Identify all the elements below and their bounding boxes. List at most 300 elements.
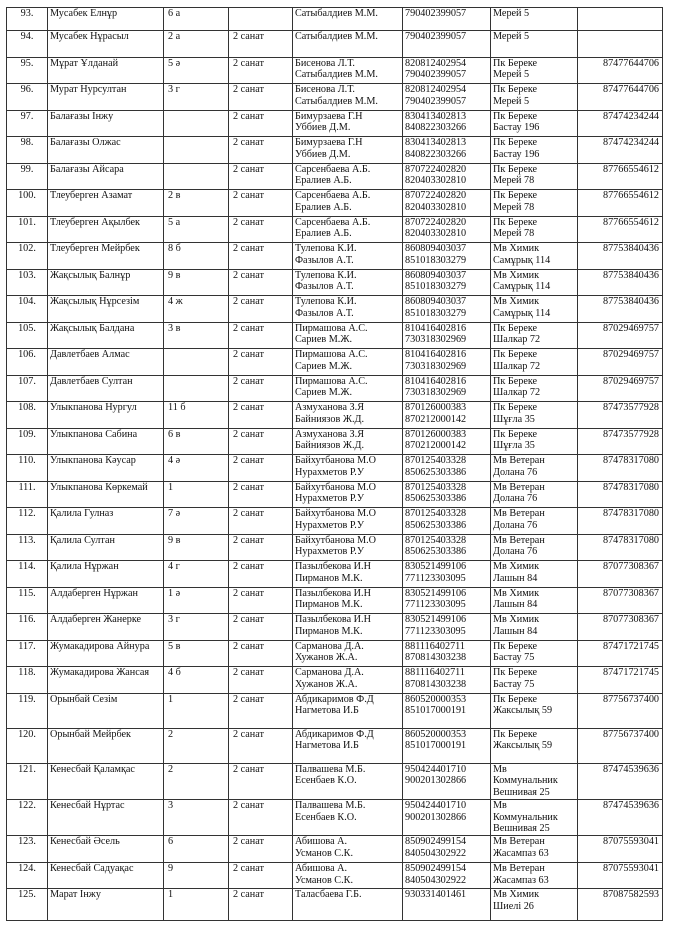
parents-line: Есенбаев К.О. xyxy=(295,811,357,823)
address xyxy=(491,481,578,508)
row-number: 115. xyxy=(7,587,48,614)
student-name: Алдаберген Жанерке xyxy=(48,614,164,641)
parents-line: Тулепова К.И. xyxy=(295,296,357,307)
phone: 87753840436 xyxy=(578,269,663,296)
iin xyxy=(403,110,491,137)
iin xyxy=(403,216,491,243)
parents xyxy=(293,799,403,835)
category: 2 санат xyxy=(229,614,293,641)
phone: 87477644706 xyxy=(578,84,663,111)
table-row xyxy=(7,57,663,84)
iin-line: 930331401461 xyxy=(405,889,467,901)
parents-line: Пирмашова А.С. xyxy=(295,349,368,360)
parents xyxy=(293,269,403,296)
student-name: Қалила Султан xyxy=(48,534,164,561)
parents xyxy=(293,481,403,508)
category: 2 санат xyxy=(229,862,293,889)
address xyxy=(491,862,578,889)
grade: 6 в xyxy=(164,428,229,455)
phone: 87077308367 xyxy=(578,614,663,641)
grade: 3 г xyxy=(164,84,229,111)
parents xyxy=(293,349,403,376)
address-line: Вешнивая 25 xyxy=(493,823,550,835)
parents-line: Нурахметов Р.У xyxy=(295,466,365,478)
address-line: Мв Химик xyxy=(493,243,540,254)
row-number: 101. xyxy=(7,216,48,243)
address-line: Долана 76 xyxy=(493,493,538,505)
address-line: Пк Береке xyxy=(493,728,538,740)
parents-line: Палвашева М.Б. xyxy=(295,799,366,811)
category: 2 санат xyxy=(229,269,293,296)
student-name: Орынбай Сезім xyxy=(48,693,164,728)
iin-line: 881116402711 xyxy=(405,640,465,652)
iin-line: 840822303266 xyxy=(405,122,467,134)
parents xyxy=(293,561,403,588)
address-line: Вешнивая 25 xyxy=(493,787,550,799)
address-line: Лашын 84 xyxy=(493,625,538,637)
parents-line: Усманов С.К. xyxy=(295,874,353,886)
parents xyxy=(293,614,403,641)
address-line: Пк Береке xyxy=(493,190,538,201)
iin-line: 730318302969 xyxy=(405,334,467,346)
iin xyxy=(403,836,491,863)
parents-line: Абдикаримов Ф.Д xyxy=(295,693,374,705)
phone: 87075593041 xyxy=(578,836,663,863)
parents xyxy=(293,640,403,667)
parents-line: Азмуханова З.Я xyxy=(295,428,364,440)
address xyxy=(491,163,578,190)
parents-line: Ералиев А.Б. xyxy=(295,228,352,240)
row-number: 120. xyxy=(7,728,48,763)
category: 2 санат xyxy=(229,402,293,429)
category: 2 санат xyxy=(229,163,293,190)
category: 2 санат xyxy=(229,243,293,270)
parents xyxy=(293,455,403,482)
parents-line: Сатыбалдиев М.М. xyxy=(295,95,378,107)
table-row xyxy=(7,836,663,863)
student-name: Алдаберген Нұржан xyxy=(48,587,164,614)
address-line: Пк Береке xyxy=(493,667,538,678)
address-line: Долана 76 xyxy=(493,519,538,531)
parents xyxy=(293,110,403,137)
parents-line: Сариев М.Ж. xyxy=(295,387,353,399)
grade: 5 а xyxy=(164,216,229,243)
iin-line: 860809403037 xyxy=(405,243,467,254)
address-line: Пк Береке xyxy=(493,163,538,175)
table-row xyxy=(7,889,663,921)
address xyxy=(491,763,578,799)
address xyxy=(491,455,578,482)
student-name: Мусабек Елнұр xyxy=(48,8,164,31)
iin-line: 850625303386 xyxy=(405,519,467,531)
iin xyxy=(403,728,491,763)
parents-line: Есенбаев К.О. xyxy=(295,775,357,787)
row-number: 106. xyxy=(7,349,48,376)
address xyxy=(491,322,578,349)
row-number: 114. xyxy=(7,561,48,588)
row-number: 117. xyxy=(7,640,48,667)
category: 2 санат xyxy=(229,322,293,349)
table-row xyxy=(7,190,663,217)
grade: 7 ә xyxy=(164,508,229,535)
address-line: Пк Береке xyxy=(493,137,538,148)
parents xyxy=(293,693,403,728)
table-row xyxy=(7,322,663,349)
phone: 87029469757 xyxy=(578,375,663,402)
iin-line: 860809403037 xyxy=(405,269,467,281)
address xyxy=(491,561,578,588)
iin-line: 870125403328 xyxy=(405,455,467,466)
address-line: Мв Химик xyxy=(493,561,540,572)
parents-line: Сатыбалдиев М.М. xyxy=(295,31,378,42)
iin-line: 810416402816 xyxy=(405,375,467,387)
address-line: Шұғла 35 xyxy=(493,440,535,452)
parents-line: Бисенова Л.Т. xyxy=(295,57,355,69)
category: 2 санат xyxy=(229,31,293,58)
grade: 3 в xyxy=(164,322,229,349)
category: 2 санат xyxy=(229,216,293,243)
iin-line: 900201302866 xyxy=(405,775,467,787)
parents xyxy=(293,137,403,164)
phone: 87077308367 xyxy=(578,587,663,614)
table-row xyxy=(7,693,663,728)
iin-line: 790402399057 xyxy=(405,95,467,107)
row-number: 98. xyxy=(7,137,48,164)
iin-line: 950424401710 xyxy=(405,799,467,811)
grade: 4 г xyxy=(164,561,229,588)
table-row xyxy=(7,402,663,429)
address xyxy=(491,799,578,835)
student-name: Кенесбай Әсель xyxy=(48,836,164,863)
address-line: Мерей 5 xyxy=(493,95,530,107)
table-row xyxy=(7,137,663,164)
iin xyxy=(403,57,491,84)
iin-line: 870722402820 xyxy=(405,190,467,201)
iin xyxy=(403,561,491,588)
grade: 9 в xyxy=(164,269,229,296)
student-name: Қалила Нұржан xyxy=(48,561,164,588)
parents-line: Байхутбанова М.О xyxy=(295,481,377,493)
category: 2 санат xyxy=(229,375,293,402)
parents-line: Таласбаева Г.Б. xyxy=(295,889,362,901)
student-name: Жумакадирова Жансая xyxy=(48,667,164,694)
parents-line: Нурахметов Р.У xyxy=(295,546,365,558)
student-table xyxy=(6,7,663,921)
parents-line: Пазылбекова И.Н xyxy=(295,561,371,572)
address-line: Мерей 5 xyxy=(493,8,530,19)
iin-line: 870722402820 xyxy=(405,216,467,228)
address-line: Лашын 84 xyxy=(493,572,538,584)
address xyxy=(491,534,578,561)
address-line: Коммунальник xyxy=(493,775,558,787)
iin-line: 730318302969 xyxy=(405,360,467,372)
category: 2 санат xyxy=(229,110,293,137)
address-line: Мерей 78 xyxy=(493,201,535,213)
address-line: Лашын 84 xyxy=(493,599,538,611)
iin-line: 830413402813 xyxy=(405,110,467,122)
grade xyxy=(164,137,229,164)
iin-line: 820403302810 xyxy=(405,228,467,240)
student-name: Мұрат Ұлданай xyxy=(48,57,164,84)
row-number: 104. xyxy=(7,296,48,323)
student-name: Қалила Гулназ xyxy=(48,508,164,535)
parents xyxy=(293,8,403,31)
category: 2 санат xyxy=(229,693,293,728)
address-line: Бастау 196 xyxy=(493,122,540,134)
address-line: Мв Ветеран xyxy=(493,836,545,848)
student-name: Улыкпанова Көркемай xyxy=(48,481,164,508)
address-line: Самұрық 114 xyxy=(493,254,551,266)
grade: 3 г xyxy=(164,614,229,641)
category: 2 санат xyxy=(229,561,293,588)
address xyxy=(491,137,578,164)
row-number: 107. xyxy=(7,375,48,402)
category: 2 санат xyxy=(229,799,293,835)
row-number: 94. xyxy=(7,31,48,58)
phone: 87766554612 xyxy=(578,163,663,190)
address-line: Мерей 5 xyxy=(493,69,530,81)
grade xyxy=(164,375,229,402)
row-number: 124. xyxy=(7,862,48,889)
parents-line: Нагметова И.Б xyxy=(295,705,359,717)
address xyxy=(491,269,578,296)
parents xyxy=(293,862,403,889)
student-name: Марат Інжу xyxy=(48,889,164,921)
parents-line: Пирманов М.К. xyxy=(295,625,363,637)
row-number: 93. xyxy=(7,8,48,31)
phone: 87478317080 xyxy=(578,481,663,508)
address xyxy=(491,243,578,270)
student-name: Улыкпанова Сабина xyxy=(48,428,164,455)
address-line: Жасампаз 63 xyxy=(493,874,549,886)
row-number: 111. xyxy=(7,481,48,508)
parents-line: Хужанов Ж.А. xyxy=(295,678,358,690)
table-row xyxy=(7,561,663,588)
parents-line: Байниязов Ж.Д. xyxy=(295,413,364,425)
parents xyxy=(293,728,403,763)
address-line: Мв xyxy=(493,799,507,811)
table-row xyxy=(7,640,663,667)
iin-line: 950424401710 xyxy=(405,763,467,775)
address-line: Пк Береке xyxy=(493,693,538,705)
row-number: 109. xyxy=(7,428,48,455)
parents-line: Сарсенбаева А.Б. xyxy=(295,163,371,175)
row-number: 113. xyxy=(7,534,48,561)
table-row xyxy=(7,614,663,641)
iin-line: 881116402711 xyxy=(405,667,465,678)
table-row xyxy=(7,455,663,482)
address-line: Мерей 5 xyxy=(493,31,530,42)
address-line: Мв Химик xyxy=(493,296,540,307)
address-line: Пк Береке xyxy=(493,428,538,440)
row-number: 110. xyxy=(7,455,48,482)
parents xyxy=(293,57,403,84)
iin-line: 790402399057 xyxy=(405,69,467,81)
category: 2 санат xyxy=(229,836,293,863)
student-name: Давлетбаев Алмас xyxy=(48,349,164,376)
category: 2 санат xyxy=(229,137,293,164)
parents-line: Нурахметов Р.У xyxy=(295,519,365,531)
address xyxy=(491,375,578,402)
iin-line: 730318302969 xyxy=(405,387,467,399)
address-line: Шалкар 72 xyxy=(493,360,541,372)
parents xyxy=(293,243,403,270)
iin-line: 820403302810 xyxy=(405,175,467,187)
grade: 5 в xyxy=(164,640,229,667)
grade: 2 xyxy=(164,763,229,799)
iin-line: 790402399057 xyxy=(405,8,467,19)
category: 2 санат xyxy=(229,428,293,455)
address-line: Шалкар 72 xyxy=(493,387,541,399)
row-number: 102. xyxy=(7,243,48,270)
address-line: Мв Химик xyxy=(493,889,540,901)
phone: 87478317080 xyxy=(578,534,663,561)
grade: 2 в xyxy=(164,190,229,217)
parents-line: Нагметова И.Б xyxy=(295,740,359,752)
parents-line: Фазылов А.Т. xyxy=(295,281,354,293)
address-line: Мв Ветеран xyxy=(493,455,545,466)
student-name: Улыкпанова Нургул xyxy=(48,402,164,429)
row-number: 99. xyxy=(7,163,48,190)
parents-line: Палвашева М.Б. xyxy=(295,763,366,775)
grade: 2 а xyxy=(164,31,229,58)
address-line: Бастау 75 xyxy=(493,652,535,664)
parents-line: Хужанов Ж.А. xyxy=(295,652,358,664)
parents xyxy=(293,667,403,694)
iin-line: 830413402813 xyxy=(405,137,467,148)
parents-line: Уббиев Д.М. xyxy=(295,122,351,134)
address-line: Мв Ветеран xyxy=(493,534,545,546)
grade: 6 xyxy=(164,836,229,863)
iin-line: 870126000383 xyxy=(405,402,467,413)
parents xyxy=(293,889,403,921)
iin-line: 870125403328 xyxy=(405,481,467,493)
parents-line: Байхутбанова М.О xyxy=(295,455,377,466)
iin xyxy=(403,428,491,455)
category: 2 санат xyxy=(229,763,293,799)
parents xyxy=(293,216,403,243)
student-name: Жақсылық Нұрсезім xyxy=(48,296,164,323)
grade: 1 xyxy=(164,481,229,508)
address xyxy=(491,693,578,728)
parents xyxy=(293,190,403,217)
address-line: Пк Береке xyxy=(493,110,538,122)
table-row xyxy=(7,163,663,190)
grade: 5 ә xyxy=(164,57,229,84)
iin xyxy=(403,243,491,270)
parents xyxy=(293,375,403,402)
address xyxy=(491,8,578,31)
address-line: Долана 76 xyxy=(493,466,538,478)
iin-line: 850625303386 xyxy=(405,466,467,478)
iin-line: 870125403328 xyxy=(405,508,467,519)
address-line: Пк Береке xyxy=(493,322,538,334)
iin xyxy=(403,322,491,349)
category: 2 санат xyxy=(229,481,293,508)
row-number: 122. xyxy=(7,799,48,835)
address-line: Самұрық 114 xyxy=(493,281,551,293)
address xyxy=(491,889,578,921)
iin xyxy=(403,889,491,921)
phone xyxy=(578,31,663,58)
address-line: Долана 76 xyxy=(493,546,538,558)
iin xyxy=(403,587,491,614)
student-name: Тлеуберген Мейрбек xyxy=(48,243,164,270)
address-line: Пк Береке xyxy=(493,216,538,228)
category: 2 санат xyxy=(229,587,293,614)
category: 2 санат xyxy=(229,728,293,763)
iin-line: 870212000142 xyxy=(405,413,467,425)
address-line: Самұрық 114 xyxy=(493,307,551,319)
address xyxy=(491,84,578,111)
phone: 87756737400 xyxy=(578,693,663,728)
parents-line: Тулепова К.И. xyxy=(295,243,357,254)
address xyxy=(491,110,578,137)
student-name: Кенесбай Қаламқас xyxy=(48,763,164,799)
iin-line: 870722402820 xyxy=(405,163,467,175)
table-row xyxy=(7,110,663,137)
iin-line: 850625303386 xyxy=(405,493,467,505)
student-name: Балағазы Інжу xyxy=(48,110,164,137)
address xyxy=(491,296,578,323)
table-row xyxy=(7,269,663,296)
address xyxy=(491,667,578,694)
address-line: Пк Береке xyxy=(493,640,538,652)
phone: 87766554612 xyxy=(578,216,663,243)
address-line: Пк Береке xyxy=(493,402,538,413)
iin xyxy=(403,349,491,376)
phone: 87471721745 xyxy=(578,667,663,694)
address xyxy=(491,57,578,84)
parents-line: Абишова А. xyxy=(295,862,348,874)
category: 2 санат xyxy=(229,349,293,376)
iin-line: 790402399057 xyxy=(405,31,467,42)
iin-line: 870212000142 xyxy=(405,440,467,452)
iin-line: 851017000191 xyxy=(405,740,467,752)
iin-line: 870125403328 xyxy=(405,534,467,546)
iin-line: 870814303238 xyxy=(405,652,467,664)
iin xyxy=(403,296,491,323)
table-row xyxy=(7,508,663,535)
table-row xyxy=(7,84,663,111)
parents-line: Бимурзаева Г.Н xyxy=(295,137,363,148)
category xyxy=(229,8,293,31)
phone: 87766554612 xyxy=(578,190,663,217)
parents xyxy=(293,763,403,799)
grade: 3 xyxy=(164,799,229,835)
iin xyxy=(403,163,491,190)
parents-line: Абишова А. xyxy=(295,836,348,848)
parents-line: Уббиев Д.М. xyxy=(295,148,351,160)
iin xyxy=(403,640,491,667)
parents-line: Сариев М.Ж. xyxy=(295,334,353,346)
row-number: 125. xyxy=(7,889,48,921)
phone: 87029469757 xyxy=(578,349,663,376)
student-name: Тлеуберген Азамат xyxy=(48,190,164,217)
parents-line: Усманов С.К. xyxy=(295,848,353,860)
iin-line: 851018303279 xyxy=(405,281,467,293)
grade: 8 б xyxy=(164,243,229,270)
parents-line: Ералиев А.Б. xyxy=(295,175,352,187)
address-line: Пк Береке xyxy=(493,375,538,387)
iin-line: 840504302922 xyxy=(405,874,467,886)
iin-line: 900201302866 xyxy=(405,811,467,823)
student-name: Жақсылық Балнұр xyxy=(48,269,164,296)
parents-line: Абдикаримов Ф.Д xyxy=(295,728,374,740)
student-name: Орынбай Мейрбек xyxy=(48,728,164,763)
category: 2 санат xyxy=(229,84,293,111)
category: 2 санат xyxy=(229,534,293,561)
